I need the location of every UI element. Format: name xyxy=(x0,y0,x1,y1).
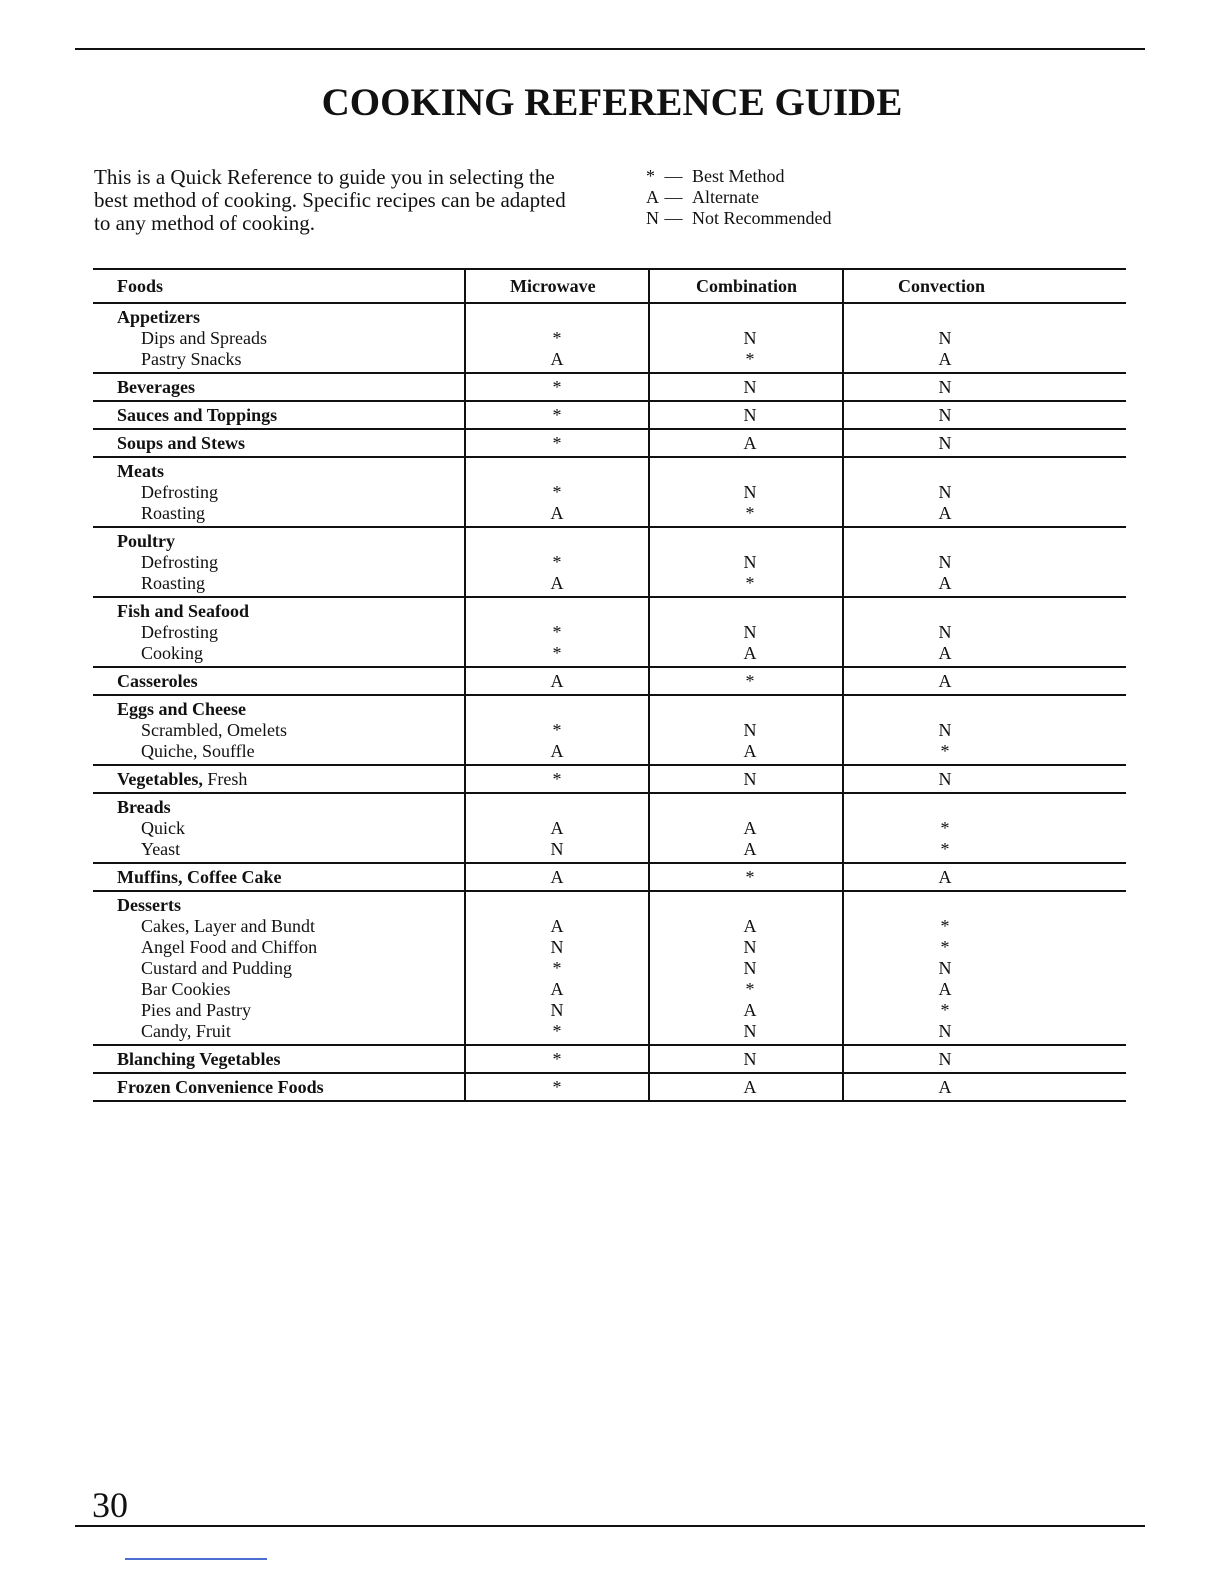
food-category xyxy=(117,601,464,622)
convection-cell xyxy=(843,597,1126,667)
food-category-name: Blanching Vegetables xyxy=(117,1049,281,1069)
food-cell xyxy=(93,429,465,457)
food-subitem: Quiche, Souffle xyxy=(141,741,255,761)
food-category-name: Vegetables, xyxy=(117,769,203,789)
legend-item-best: * — Best Method xyxy=(646,166,785,186)
convection-rating: N xyxy=(938,405,952,425)
food-category xyxy=(117,405,464,426)
microwave-rating: A xyxy=(550,349,564,369)
microwave-cell xyxy=(465,765,649,793)
combination-rating: A xyxy=(743,741,757,761)
food-subitem: Angel Food and Chiffon xyxy=(141,937,318,957)
combination-rating: A xyxy=(743,916,757,936)
microwave-rating: * xyxy=(552,328,562,348)
combination-rating: N xyxy=(743,482,757,502)
table-row xyxy=(93,765,1126,793)
header-foods: Foods xyxy=(93,269,465,303)
convection-rating: N xyxy=(938,769,952,789)
top-rule xyxy=(75,48,1145,50)
food-subitem: Custard and Pudding xyxy=(141,958,292,978)
convection-cell xyxy=(843,695,1126,765)
microwave-rating: N xyxy=(550,937,564,957)
table-body xyxy=(93,303,1126,1101)
microwave-rating: A xyxy=(550,867,564,887)
convection-rating: N xyxy=(938,1021,952,1041)
header-microwave: Microwave xyxy=(465,269,649,303)
microwave-rating: * xyxy=(552,377,562,397)
convection-cell xyxy=(843,765,1126,793)
table-row xyxy=(93,527,1126,597)
page-number: 30 xyxy=(92,1485,128,1525)
food-category-name: Meats xyxy=(117,461,164,481)
convection-rating: * xyxy=(940,741,950,761)
microwave-cell xyxy=(465,695,649,765)
convection-cell xyxy=(843,891,1126,1045)
food-category xyxy=(117,867,464,888)
microwave-cell xyxy=(465,1073,649,1101)
convection-rating: A xyxy=(938,671,952,691)
microwave-rating: N xyxy=(550,839,564,859)
bottom-rule xyxy=(75,1525,1145,1527)
legend-item-not-recommended: N — Not Recommended xyxy=(646,208,832,228)
food-subitem: Cooking xyxy=(141,643,204,663)
food-category xyxy=(117,433,464,454)
food-category xyxy=(117,461,464,482)
table-row xyxy=(93,793,1126,863)
food-category-name: Frozen Convenience Foods xyxy=(117,1077,324,1097)
microwave-rating: * xyxy=(552,482,562,502)
convection-rating: * xyxy=(940,839,950,859)
food-category xyxy=(117,307,464,328)
food-subitem: Scrambled, Omelets xyxy=(141,720,287,740)
page-title: COOKING REFERENCE GUIDE xyxy=(321,81,903,124)
food-category xyxy=(117,531,464,552)
microwave-cell xyxy=(465,793,649,863)
food-category-suffix: Fresh xyxy=(202,769,248,789)
food-category-name: Casseroles xyxy=(117,671,198,691)
microwave-cell xyxy=(465,1045,649,1073)
legend xyxy=(646,166,946,229)
table-header-row xyxy=(93,269,1126,303)
food-category xyxy=(117,1049,464,1070)
combination-rating: * xyxy=(745,979,755,999)
combination-rating: * xyxy=(745,867,755,887)
cooking-reference-table xyxy=(93,268,1126,1102)
microwave-rating: A xyxy=(550,573,564,593)
combination-rating: * xyxy=(745,349,755,369)
legend-label: Best Method xyxy=(692,166,785,186)
convection-cell xyxy=(843,527,1126,597)
microwave-rating: A xyxy=(550,818,564,838)
convection-rating: N xyxy=(938,433,952,453)
combination-rating: N xyxy=(743,377,757,397)
convection-cell xyxy=(843,401,1126,429)
food-cell xyxy=(93,793,465,863)
food-subitem: Cakes, Layer and Bundt xyxy=(141,916,315,936)
legend-symbol: * xyxy=(646,166,655,186)
microwave-cell xyxy=(465,429,649,457)
microwave-cell xyxy=(465,863,649,891)
food-cell xyxy=(93,1073,465,1101)
microwave-rating: N xyxy=(550,1000,564,1020)
convection-cell xyxy=(843,373,1126,401)
convection-cell xyxy=(843,1073,1126,1101)
food-category-name: Breads xyxy=(117,797,171,817)
food-cell xyxy=(93,695,465,765)
convection-rating: N xyxy=(938,1049,952,1069)
legend-symbol: N xyxy=(646,208,659,228)
combination-rating: * xyxy=(745,503,755,523)
table-row xyxy=(93,667,1126,695)
microwave-cell xyxy=(465,373,649,401)
microwave-rating: A xyxy=(550,916,564,936)
food-cell xyxy=(93,401,465,429)
combination-rating: A xyxy=(743,433,757,453)
microwave-rating: * xyxy=(552,433,562,453)
convection-rating: N xyxy=(938,482,952,502)
convection-cell xyxy=(843,1045,1126,1073)
table-row xyxy=(93,891,1126,1045)
food-subitem: Pastry Snacks xyxy=(141,349,242,369)
food-cell xyxy=(93,1045,465,1073)
table-row xyxy=(93,1073,1126,1101)
food-category-name: Soups and Stews xyxy=(117,433,246,453)
header-convection: Convection xyxy=(843,269,1126,303)
microwave-cell xyxy=(465,891,649,1045)
food-subitem: Roasting xyxy=(141,573,206,593)
food-subitem: Pies and Pastry xyxy=(141,1000,251,1020)
legend-item-alternate: A — Alternate xyxy=(646,187,759,207)
food-cell xyxy=(93,597,465,667)
food-category xyxy=(117,769,464,790)
table-row xyxy=(93,863,1126,891)
food-category xyxy=(117,797,464,818)
microwave-rating: A xyxy=(550,671,564,691)
food-category-name: Fish and Seafood xyxy=(117,601,250,621)
convection-rating: A xyxy=(938,643,952,663)
footer-accent-line xyxy=(125,1558,267,1560)
convection-cell xyxy=(843,429,1126,457)
combination-rating: * xyxy=(745,671,755,691)
combination-rating: N xyxy=(743,622,757,642)
microwave-cell xyxy=(465,597,649,667)
food-cell xyxy=(93,303,465,373)
food-category-name: Eggs and Cheese xyxy=(117,699,247,719)
food-cell xyxy=(93,527,465,597)
table-row xyxy=(93,303,1126,373)
food-category-name: Muffins, Coffee Cake xyxy=(117,867,282,887)
combination-rating: N xyxy=(743,405,757,425)
food-cell xyxy=(93,373,465,401)
convection-rating: * xyxy=(940,937,950,957)
table-row xyxy=(93,1045,1126,1073)
food-subitem: Defrosting xyxy=(141,622,218,642)
convection-rating: A xyxy=(938,1077,952,1097)
microwave-rating: * xyxy=(552,1049,562,1069)
combination-rating: A xyxy=(743,818,757,838)
combination-rating: N xyxy=(743,769,757,789)
microwave-rating: * xyxy=(552,1021,562,1041)
intro-paragraph: This is a Quick Reference to guide you in selecting the best method of cooking. Specific recipes can be adapted to any method of cooking. xyxy=(94,165,566,235)
food-category-name: Desserts xyxy=(117,895,181,915)
food-category xyxy=(117,699,464,720)
table-row xyxy=(93,429,1126,457)
combination-rating: N xyxy=(743,958,757,978)
food-cell xyxy=(93,765,465,793)
microwave-rating: A xyxy=(550,503,564,523)
convection-rating: * xyxy=(940,916,950,936)
food-subitem: Quick xyxy=(141,818,185,838)
food-category xyxy=(117,377,464,398)
microwave-rating: * xyxy=(552,958,562,978)
combination-rating: A xyxy=(743,1077,757,1097)
convection-rating: * xyxy=(940,1000,950,1020)
microwave-rating: * xyxy=(552,769,562,789)
convection-rating: N xyxy=(938,958,952,978)
food-category-name: Beverages xyxy=(117,377,195,397)
convection-rating: A xyxy=(938,349,952,369)
food-subitem: Yeast xyxy=(141,839,181,859)
food-category xyxy=(117,1077,464,1098)
convection-cell xyxy=(843,303,1126,373)
table-row xyxy=(93,457,1126,527)
convection-rating: N xyxy=(938,622,952,642)
microwave-rating: * xyxy=(552,720,562,740)
table-row xyxy=(93,373,1126,401)
microwave-rating: A xyxy=(550,979,564,999)
food-cell xyxy=(93,863,465,891)
legend-label: Alternate xyxy=(692,187,759,207)
food-subitem: Roasting xyxy=(141,503,206,523)
combination-rating: N xyxy=(743,328,757,348)
food-category-name: Appetizers xyxy=(117,307,200,327)
food-subitem: Bar Cookies xyxy=(141,979,231,999)
header-combination: Combination xyxy=(649,269,843,303)
food-cell xyxy=(93,667,465,695)
combination-rating: N xyxy=(743,720,757,740)
food-category-name: Sauces and Toppings xyxy=(117,405,278,425)
legend-symbol: A xyxy=(646,187,659,207)
food-cell xyxy=(93,457,465,527)
microwave-rating: * xyxy=(552,643,562,663)
combination-rating: N xyxy=(743,1021,757,1041)
convection-rating: A xyxy=(938,867,952,887)
food-subitem: Dips and Spreads xyxy=(141,328,267,348)
microwave-rating: A xyxy=(550,741,564,761)
combination-rating: A xyxy=(743,643,757,663)
convection-rating: N xyxy=(938,552,952,572)
microwave-cell xyxy=(465,401,649,429)
convection-rating: A xyxy=(938,503,952,523)
table-row xyxy=(93,597,1126,667)
food-subitem: Candy, Fruit xyxy=(141,1021,231,1041)
combination-rating: * xyxy=(745,573,755,593)
convection-cell xyxy=(843,457,1126,527)
convection-cell xyxy=(843,863,1126,891)
food-cell xyxy=(93,891,465,1045)
microwave-cell xyxy=(465,303,649,373)
legend-label: Not Recommended xyxy=(692,208,832,228)
microwave-cell xyxy=(465,667,649,695)
food-category-name: Poultry xyxy=(117,531,175,551)
microwave-cell xyxy=(465,457,649,527)
combination-rating: A xyxy=(743,839,757,859)
convection-rating: N xyxy=(938,328,952,348)
microwave-cell xyxy=(465,527,649,597)
microwave-rating: * xyxy=(552,405,562,425)
food-category xyxy=(117,671,464,692)
convection-cell xyxy=(843,793,1126,863)
convection-rating: A xyxy=(938,979,952,999)
convection-cell xyxy=(843,667,1126,695)
microwave-rating: * xyxy=(552,552,562,572)
combination-rating: A xyxy=(743,1000,757,1020)
convection-rating: A xyxy=(938,573,952,593)
combination-rating: N xyxy=(743,552,757,572)
combination-rating: N xyxy=(743,937,757,957)
food-category xyxy=(117,895,464,916)
table-row xyxy=(93,695,1126,765)
microwave-rating: * xyxy=(552,622,562,642)
food-subitem: Defrosting xyxy=(141,552,218,572)
table-row xyxy=(93,401,1126,429)
convection-rating: * xyxy=(940,818,950,838)
convection-rating: N xyxy=(938,377,952,397)
microwave-rating: * xyxy=(552,1077,562,1097)
combination-rating: N xyxy=(743,1049,757,1069)
convection-rating: N xyxy=(938,720,952,740)
food-subitem: Defrosting xyxy=(141,482,218,502)
